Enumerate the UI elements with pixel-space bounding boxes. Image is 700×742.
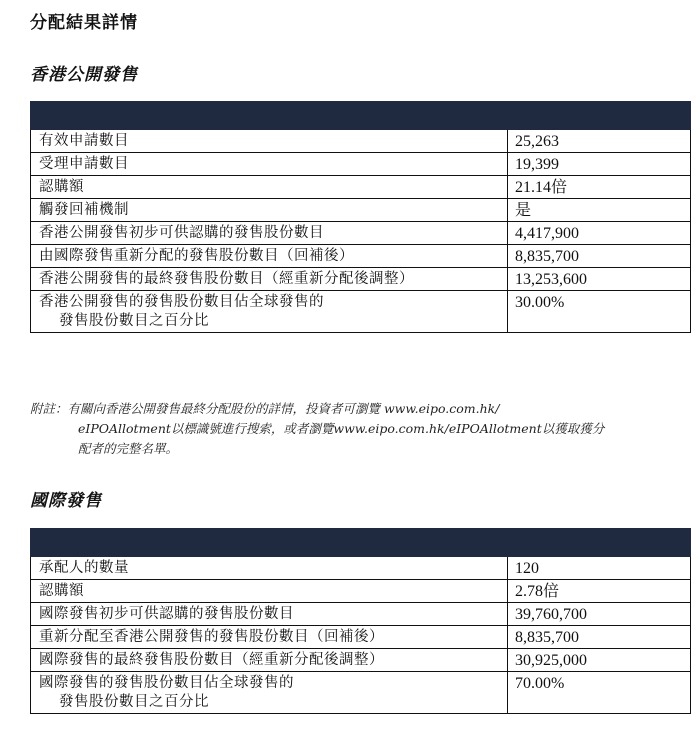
row-label: 受理申請數目 [31, 153, 508, 176]
table-row [31, 176, 691, 199]
table-row [31, 649, 691, 672]
row-label-line2: 發售股份數目之百分比 [59, 694, 209, 710]
row-label-line1: 國際發售的發售股份數目佔全球發售的 [39, 675, 294, 691]
row-value: 25,263 [508, 130, 691, 153]
intl-offer-table [30, 528, 691, 714]
row-label: 認購額 [31, 580, 508, 603]
row-value: 21.14倍 [508, 176, 691, 199]
row-label: 由國際發售重新分配的發售股份數目（回補後） [31, 245, 508, 268]
table-row [31, 557, 691, 580]
table-row [31, 199, 691, 222]
table-row [31, 580, 691, 603]
row-value: 39,760,700 [508, 603, 691, 626]
row-value: 8,835,700 [508, 626, 691, 649]
row-value: 4,417,900 [508, 222, 691, 245]
table-header-bar [31, 529, 691, 557]
footnote [30, 399, 694, 459]
table-row [31, 268, 691, 291]
row-value: 30,925,000 [508, 649, 691, 672]
row-value: 2.78倍 [508, 580, 691, 603]
row-value: 70.00% [508, 672, 691, 714]
row-value: 120 [508, 557, 691, 580]
table-row [31, 626, 691, 649]
hk-offer-heading: 香港公開發售 [30, 65, 138, 85]
footnote-line3: 配者的完整名單。 [78, 441, 179, 456]
hk-offer-table [30, 101, 691, 333]
row-label [31, 291, 508, 333]
table-row [31, 153, 691, 176]
row-label: 重新分配至香港公開發售的發售股份數目（回補後） [31, 626, 508, 649]
row-label: 認購額 [31, 176, 508, 199]
table-row [31, 222, 691, 245]
row-label: 承配人的數量 [31, 557, 508, 580]
footnote-line2: eIPOAllotment以標識號進行搜索，或者瀏覽www.eipo.com.hk/eIPOAllotment以獲取獲分 [78, 421, 605, 436]
table-row [31, 245, 691, 268]
row-value: 是 [508, 199, 691, 222]
row-label: 觸發回補機制 [31, 199, 508, 222]
row-label: 香港公開發售的最終發售股份數目（經重新分配後調整） [31, 268, 508, 291]
row-label: 香港公開發售初步可供認購的發售股份數目 [31, 222, 508, 245]
table-header-bar [31, 102, 691, 130]
row-label-line1: 香港公開發售的發售股份數目佔全球發售的 [39, 294, 324, 310]
row-value: 19,399 [508, 153, 691, 176]
row-label-line2: 發售股份數目之百分比 [59, 313, 209, 329]
page-title: 分配結果詳情 [30, 13, 138, 33]
table-row [31, 672, 691, 714]
intl-offer-heading: 國際發售 [30, 491, 102, 511]
row-label: 有效申請數目 [31, 130, 508, 153]
row-value: 8,835,700 [508, 245, 691, 268]
row-value: 30.00% [508, 291, 691, 333]
table-row [31, 291, 691, 333]
table-row [31, 603, 691, 626]
footnote-line1: 附註：有關向香港公開發售最終分配股份的詳情，投資者可瀏覽 www.eipo.com.hk/ [30, 401, 500, 416]
table-row [31, 130, 691, 153]
row-label: 國際發售初步可供認購的發售股份數目 [31, 603, 508, 626]
row-label: 國際發售的最終發售股份數目（經重新分配後調整） [31, 649, 508, 672]
row-label [31, 672, 508, 714]
row-value: 13,253,600 [508, 268, 691, 291]
